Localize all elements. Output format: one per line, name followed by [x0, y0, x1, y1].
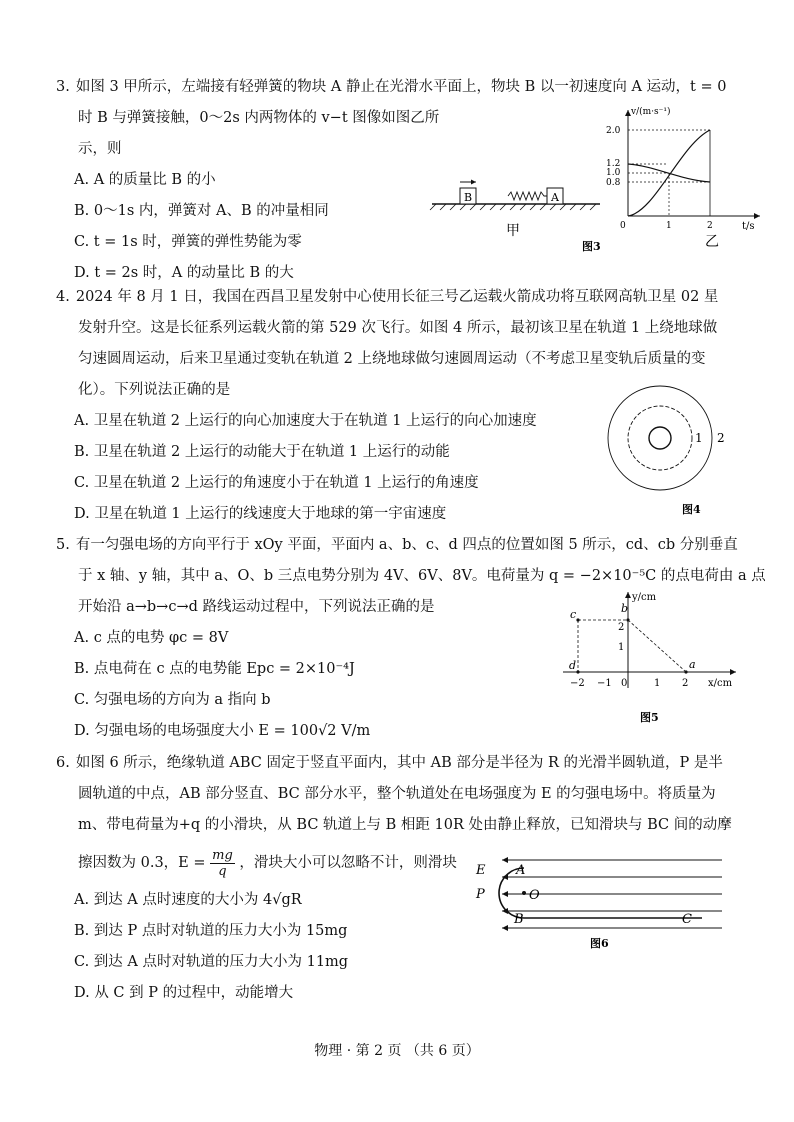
figure-6 — [472, 852, 742, 952]
graph-ylabel: v/(m·s⁻¹) — [631, 107, 671, 117]
ytick-0.8: 0.8 — [606, 178, 621, 188]
point-a: a — [689, 658, 696, 671]
fig5-xtick-m2: −2 — [570, 678, 585, 689]
label-a: A — [516, 863, 526, 878]
q6-option-c: C. 到达 A 点时对轨道的压力大小为 11mg — [74, 954, 349, 970]
q3-option-d: D. t = 2s 时，A 的动量比 B 的大 — [74, 265, 294, 281]
spring — [508, 192, 547, 200]
label-e: E — [476, 863, 486, 878]
q6-option-d: D. 从 C 到 P 的过程中，动能增大 — [74, 985, 294, 1001]
fig5-caption: 图5 — [640, 711, 659, 724]
q3-option-b: B. 0～1s 内，弹簧对 A、B 的冲量相同 — [74, 203, 329, 219]
fig5-xlabel: x/cm — [708, 678, 733, 689]
figure-4 — [602, 378, 752, 528]
q3-option-a: A. A 的质量比 B 的小 — [74, 172, 216, 188]
xtick-0: 0 — [620, 221, 626, 231]
q3-stem-line2: 时 B 与弹簧接触，0～2s 内两物体的 v−t 图像如图乙所 — [78, 110, 440, 126]
earth — [649, 427, 671, 449]
label-b: B — [514, 912, 524, 927]
fig3-caption: 图3 — [582, 240, 601, 253]
q4-option-a: A. 卫星在轨道 2 上运行的向心加速度大于在轨道 1 上运行的向心加速度 — [74, 413, 537, 429]
xtick-1: 1 — [666, 221, 672, 231]
q4-stem-line3: 匀速圆周运动，后来卫星通过变轨在轨道 2 上绕地球做匀速圆周运动（不考虑卫星变轨后质量的变 — [78, 351, 706, 367]
figure-5 — [558, 588, 743, 728]
point-b: b — [621, 602, 629, 615]
graph-xlabel: t/s — [742, 221, 755, 232]
fig5-xtick-m1: −1 — [597, 678, 612, 689]
q5-option-b: B. 点电荷在 c 点的电势能 Epc = 2×10⁻⁴J — [74, 661, 355, 677]
q4-stem-line2: 发射升空。这是长征系列运载火箭的第 529 次飞行。如图 4 所示，最初该卫星在轨道 1 上绕地球做 — [78, 320, 718, 336]
fig5-ylabel: y/cm — [632, 592, 657, 603]
q5-option-a: A. c 点的电势 φc = 8V — [74, 630, 229, 646]
label-c: C — [682, 912, 692, 927]
q5-stem-line2: 于 x 轴、y 轴，其中 a、O、b 三点电势分别为 4V、6V、8V。电荷量为 q = −2×10⁻⁵C 的点电荷由 a 点 — [78, 568, 766, 584]
q5-stem-line3: 开始沿 a→b→c→d 路线运动过程中，下列说法正确的是 — [78, 599, 435, 615]
ytick-2.0: 2.0 — [606, 126, 621, 136]
label-p: P — [476, 887, 485, 902]
q6-option-b: B. 到达 P 点时对轨道的压力大小为 15mg — [74, 923, 348, 939]
q5-number: 5. — [56, 537, 70, 553]
fig4-caption: 图4 — [682, 503, 701, 516]
page-footer: 物理 · 第 2 页 （共 6 页） — [314, 1043, 480, 1059]
q6-number: 6. — [56, 755, 70, 771]
q5-option-c: C. 匀强电场的方向为 a 指向 b — [74, 692, 271, 708]
fig5-xtick-2: 2 — [682, 678, 689, 689]
fig5-ytick-1: 1 — [618, 642, 625, 653]
q3-option-c: C. t = 1s 时，弹簧的弹性势能为零 — [74, 234, 302, 250]
q4-option-b: B. 卫星在轨道 2 上运行的动能大于在轨道 1 上运行的动能 — [74, 444, 450, 460]
q4-number: 4. — [56, 289, 70, 305]
fig5-xtick-0: 0 — [621, 678, 628, 689]
field-fraction: $\frac{mg}{q}$ — [212, 847, 233, 879]
q3-number: 3. — [56, 79, 70, 95]
fig5-ytick-2: 2 — [618, 622, 625, 633]
fig5-xtick-1: 1 — [654, 678, 661, 689]
xtick-2: 2 — [707, 221, 713, 231]
q4-stem-line1: 4. 2024 年 8 月 1 日，我国在西昌卫星发射中心使用长征三号乙运载火箭成功将互联网高轨卫星 02 星 — [56, 289, 719, 305]
label-yi: 乙 — [705, 234, 719, 250]
q6-stem-line2: 圆轨道的中点，AB 部分竖直、BC 部分水平，整个轨道处在电场强度为 E 的匀强电场中。将质量为 — [78, 786, 716, 802]
point-d: d — [569, 659, 577, 672]
ytick-1.0: 1.0 — [606, 168, 621, 178]
label-jia: 甲 — [506, 223, 520, 239]
q3-stem-line1: 3. 如图 3 甲所示，左端接有轻弹簧的物块 A 静止在光滑水平面上，物块 B 以一初速度向 A 运动，t = 0 — [56, 79, 727, 95]
fig6-caption: 图6 — [590, 937, 609, 950]
ytick-1.2: 1.2 — [606, 159, 621, 169]
block-b-label: B — [464, 191, 473, 204]
orbit-1 — [628, 406, 692, 470]
q5-option-d: D. 匀强电场的电场强度大小 E = 100√2 V/m — [74, 723, 371, 739]
q6-stem-line3: m、带电荷量为+q 的小滑块，从 BC 轨道上与 B 相距 10R 处由静止释放，已知滑块与 BC 间的动摩 — [78, 817, 732, 833]
figure-3-jia — [430, 170, 610, 240]
figure-3-yi — [582, 100, 770, 253]
q5-stem-line1: 5. 有一匀强电场的方向平行于 xOy 平面，平面内 a、b、c、d 四点的位置如图 5 所示，cd、cb 分别垂直 — [56, 537, 738, 553]
q3-stem-line3: 示，则 — [78, 141, 122, 157]
q4-stem-line4: 化）。下列说法正确的是 — [78, 382, 231, 398]
q6-option-a: A. 到达 A 点时速度的大小为 4√gR — [74, 892, 302, 908]
q4-option-d: D. 卫星在轨道 1 上运行的线速度大于地球的第一宇宙速度 — [74, 506, 447, 522]
q6-stem-line4: 擦因数为 0.3，E = $\frac{mg}{q}$ ，滑块大小可以忽略不计，则滑块 — [78, 847, 457, 879]
block-a-label: A — [551, 191, 559, 204]
q6-stem-line1: 6. 如图 6 所示，绝缘轨道 ABC 固定于竖直平面内，其中 AB 部分是半径为 R 的光滑半圆轨道，P 是半 — [56, 755, 723, 771]
q4-option-c: C. 卫星在轨道 2 上运行的角速度小于在轨道 1 上运行的角速度 — [74, 475, 479, 491]
orbit-2-label: 2 — [717, 431, 725, 445]
point-c: c — [570, 608, 577, 621]
orbit-1-label: 1 — [695, 431, 703, 445]
label-o: O — [529, 888, 540, 903]
